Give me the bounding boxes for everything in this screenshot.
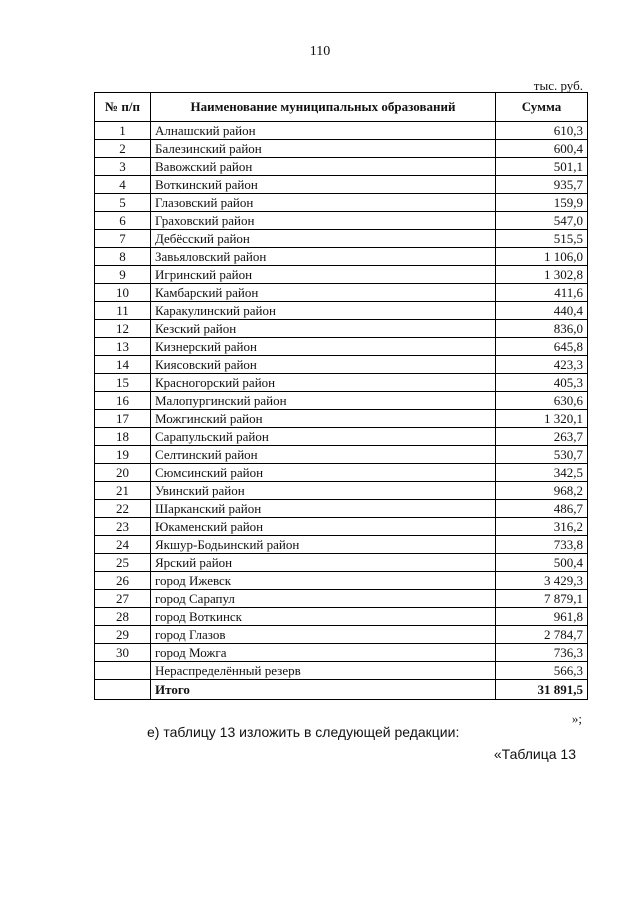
row-number: 28: [95, 608, 151, 626]
row-amount: 1 106,0: [496, 248, 588, 266]
row-name: город Сарапул: [151, 590, 496, 608]
municipalities-table: [94, 92, 588, 700]
row-number: 24: [95, 536, 151, 554]
row-amount: 547,0: [496, 212, 588, 230]
row-number: 14: [95, 356, 151, 374]
table-row: [95, 284, 588, 302]
row-name: Воткинский район: [151, 176, 496, 194]
table-row: [95, 374, 588, 392]
row-number: 17: [95, 410, 151, 428]
table-row: [95, 554, 588, 572]
row-amount: 440,4: [496, 302, 588, 320]
row-name: Якшур-Бодьинский район: [151, 536, 496, 554]
row-number: 12: [95, 320, 151, 338]
table-row: [95, 662, 588, 680]
table-row: [95, 644, 588, 662]
row-amount: 423,3: [496, 356, 588, 374]
row-name: Юкаменский район: [151, 518, 496, 536]
row-name: Кезский район: [151, 320, 496, 338]
table-row: [95, 626, 588, 644]
row-amount: 733,8: [496, 536, 588, 554]
row-number: 19: [95, 446, 151, 464]
table-row: [95, 410, 588, 428]
row-number: 21: [95, 482, 151, 500]
row-number: 18: [95, 428, 151, 446]
row-name: Глазовский район: [151, 194, 496, 212]
row-name: Каракулинский район: [151, 302, 496, 320]
row-number: 23: [95, 518, 151, 536]
table-row: [95, 500, 588, 518]
total-amount: 31 891,5: [496, 680, 588, 700]
row-amount: 961,8: [496, 608, 588, 626]
row-name: Шарканский район: [151, 500, 496, 518]
row-number: 9: [95, 266, 151, 284]
table-row: [95, 536, 588, 554]
row-number: 10: [95, 284, 151, 302]
row-amount: 486,7: [496, 500, 588, 518]
row-name: Сарапульский район: [151, 428, 496, 446]
row-amount: 600,4: [496, 140, 588, 158]
table-row: [95, 158, 588, 176]
row-number: 25: [95, 554, 151, 572]
closing-quote: »;: [571, 711, 582, 726]
table-row: [95, 482, 588, 500]
row-number: 11: [95, 302, 151, 320]
row-name: Граховский район: [151, 212, 496, 230]
table-row: [95, 140, 588, 158]
table-body: [95, 122, 588, 680]
row-name: Дебёсский район: [151, 230, 496, 248]
row-amount: 515,5: [496, 230, 588, 248]
row-name: Камбарский район: [151, 284, 496, 302]
row-amount: 263,7: [496, 428, 588, 446]
table-row: [95, 176, 588, 194]
row-number: 6: [95, 212, 151, 230]
row-name: город Воткинск: [151, 608, 496, 626]
row-amount: 836,0: [496, 320, 588, 338]
table-row: [95, 194, 588, 212]
table-row: [95, 464, 588, 482]
header-amount: Сумма: [496, 93, 588, 122]
row-number: 15: [95, 374, 151, 392]
row-number: 2: [95, 140, 151, 158]
row-amount: 630,6: [496, 392, 588, 410]
row-name: Алнашский район: [151, 122, 496, 140]
table-row: [95, 446, 588, 464]
row-amount: 566,3: [496, 662, 588, 680]
units-label: тыс. руб.: [533, 78, 583, 93]
row-amount: 645,8: [496, 338, 588, 356]
row-name: город Ижевск: [151, 572, 496, 590]
row-amount: 530,7: [496, 446, 588, 464]
row-amount: 610,3: [496, 122, 588, 140]
row-amount: 2 784,7: [496, 626, 588, 644]
row-name: Ярский район: [151, 554, 496, 572]
row-number: 4: [95, 176, 151, 194]
table-row: [95, 302, 588, 320]
table-row: [95, 608, 588, 626]
table-row: [95, 392, 588, 410]
table-row: [95, 572, 588, 590]
row-name: город Можга: [151, 644, 496, 662]
row-amount: 501,1: [496, 158, 588, 176]
row-amount: 405,3: [496, 374, 588, 392]
page-number: 110: [309, 44, 331, 59]
row-name: Завьяловский район: [151, 248, 496, 266]
total-num-cell: [95, 680, 151, 700]
row-name: Красногорский район: [151, 374, 496, 392]
row-number: 30: [95, 644, 151, 662]
row-name: Кизнерский район: [151, 338, 496, 356]
table-row: [95, 356, 588, 374]
table-row: [95, 212, 588, 230]
row-number: 7: [95, 230, 151, 248]
table-row: [95, 428, 588, 446]
row-number: 27: [95, 590, 151, 608]
row-amount: 500,4: [496, 554, 588, 572]
table-row: [95, 266, 588, 284]
row-name: Увинский район: [151, 482, 496, 500]
row-name: Балезинский район: [151, 140, 496, 158]
row-number: 3: [95, 158, 151, 176]
row-amount: 316,2: [496, 518, 588, 536]
row-amount: 3 429,3: [496, 572, 588, 590]
row-amount: 935,7: [496, 176, 588, 194]
row-amount: 411,6: [496, 284, 588, 302]
table-row: [95, 248, 588, 266]
row-name: Малопургинский район: [151, 392, 496, 410]
row-number: 13: [95, 338, 151, 356]
row-amount: 968,2: [496, 482, 588, 500]
next-table-caption: «Таблица 13: [493, 746, 576, 762]
row-amount: 159,9: [496, 194, 588, 212]
table-row: [95, 320, 588, 338]
row-name: Сюмсинский район: [151, 464, 496, 482]
total-row: [95, 680, 588, 700]
table-row: [95, 590, 588, 608]
table-header-row: [95, 93, 588, 122]
row-number: 26: [95, 572, 151, 590]
row-name: Селтинский район: [151, 446, 496, 464]
total-label: Итого: [151, 680, 496, 700]
header-num: № п/п: [95, 93, 151, 122]
table-row: [95, 338, 588, 356]
row-amount: 1 320,1: [496, 410, 588, 428]
row-name: Вавожский район: [151, 158, 496, 176]
row-name: Можгинский район: [151, 410, 496, 428]
header-name: Наименование муниципальных образований: [151, 93, 496, 122]
row-number: 20: [95, 464, 151, 482]
row-name: Киясовский район: [151, 356, 496, 374]
row-number: 5: [95, 194, 151, 212]
table-row: [95, 230, 588, 248]
row-number: 29: [95, 626, 151, 644]
row-name: город Глазов: [151, 626, 496, 644]
table-row: [95, 122, 588, 140]
row-amount: 736,3: [496, 644, 588, 662]
table-row: [95, 518, 588, 536]
instruction-text: е) таблицу 13 изложить в следующей редакции:: [147, 724, 460, 740]
row-name: Нераспределённый резерв: [151, 662, 496, 680]
row-amount: 342,5: [496, 464, 588, 482]
row-number: 16: [95, 392, 151, 410]
row-name: Игринский район: [151, 266, 496, 284]
row-number: 22: [95, 500, 151, 518]
row-amount: 7 879,1: [496, 590, 588, 608]
row-number: 1: [95, 122, 151, 140]
row-number: 8: [95, 248, 151, 266]
row-amount: 1 302,8: [496, 266, 588, 284]
row-number: [95, 662, 151, 680]
